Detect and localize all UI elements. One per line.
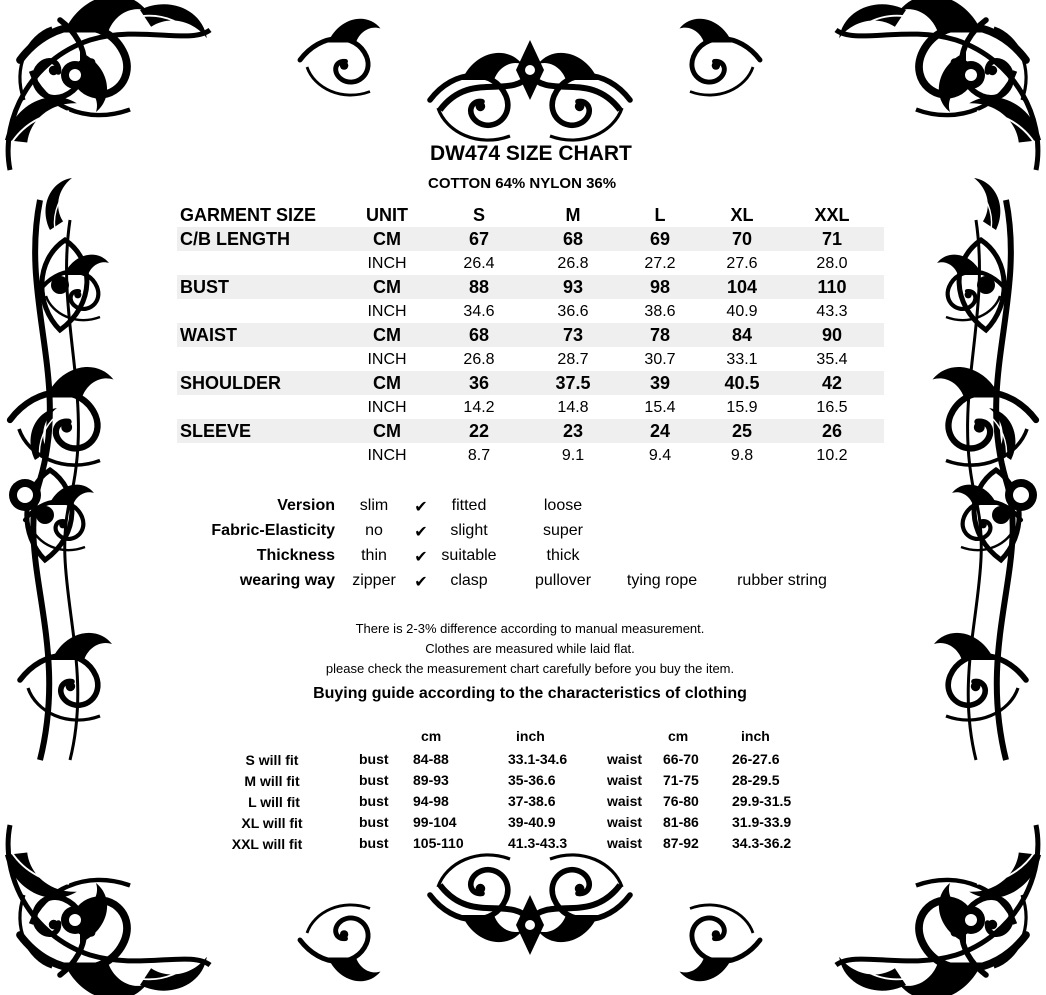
header-size-s: S: [472, 205, 486, 225]
cell-cm: 69: [649, 229, 671, 249]
unit-inch: INCH: [367, 303, 407, 320]
cell-inch: 15.4: [644, 399, 676, 416]
guide-waist-label: waist: [607, 814, 643, 830]
cell-inch: 28.7: [557, 351, 589, 368]
cell-cm: 84: [731, 325, 753, 345]
check-icon: ✔: [414, 524, 428, 541]
guide-waist-inch: 29.9-31.5: [732, 793, 792, 809]
cell-cm: 110: [817, 277, 847, 297]
guide-bust-cm: 89-93: [413, 772, 449, 788]
page-title: DW474 SIZE CHART: [430, 142, 632, 165]
unit-inch: INCH: [367, 255, 407, 272]
guide-waist-cm: 66-70: [663, 751, 699, 767]
cell-cm: 70: [731, 229, 753, 249]
char-option: clasp: [450, 572, 488, 589]
cell-inch: 27.2: [644, 255, 676, 272]
cell-cm: 23: [562, 421, 584, 441]
buying-guide-title: Buying guide according to the characteristics of clothing: [313, 685, 747, 702]
row-label-shoulder: SHOULDER: [180, 373, 282, 393]
header-unit: UNIT: [366, 205, 408, 225]
guide-waist-cm: 81-86: [663, 814, 699, 830]
guide-waist-cm: 76-80: [663, 793, 699, 809]
char-option: loose: [543, 497, 583, 514]
cell-cm: 40.5: [724, 373, 760, 393]
cell-cm: 39: [649, 373, 671, 393]
char-option: suitable: [441, 547, 497, 564]
cell-cm: 98: [649, 277, 671, 297]
char-option: pullover: [534, 572, 592, 589]
char-option: slight: [450, 522, 488, 539]
guide-bust-label: bust: [359, 835, 389, 851]
cell-inch: 26.8: [463, 351, 495, 368]
guide-waist-cm: 71-75: [663, 772, 699, 788]
cell-inch: 26.8: [557, 255, 589, 272]
cell-inch: 28.0: [816, 255, 848, 272]
cell-cm: 90: [821, 325, 843, 345]
header-garment-size: GARMENT SIZE: [180, 205, 317, 225]
char-option: tying rope: [626, 572, 698, 589]
note-line: please check the measurement chart carefully before you buy the item.: [325, 661, 735, 676]
cell-inch: 38.6: [644, 303, 676, 320]
guide-waist-label: waist: [607, 751, 643, 767]
unit-cm: CM: [373, 373, 401, 393]
guide-bust-label: bust: [359, 814, 389, 830]
note-line: There is 2-3% difference according to manual measurement.: [355, 621, 705, 636]
cell-inch: 9.8: [730, 447, 754, 464]
cell-cm: 22: [468, 421, 490, 441]
guide-waist-cm: 87-92: [663, 835, 699, 851]
cell-inch: 35.4: [816, 351, 848, 368]
row-label-bust: BUST: [180, 277, 229, 297]
guide-size-label: L will fit: [248, 794, 300, 810]
cell-inch: 15.9: [726, 399, 758, 416]
char-label-thickness: Thickness: [256, 547, 335, 564]
cell-cm: 93: [562, 277, 584, 297]
char-option: no: [365, 522, 383, 539]
fabric-subtitle: COTTON 64% NYLON 36%: [428, 175, 617, 192]
header-size-l: L: [654, 205, 666, 225]
guide-unit-inch: inch: [516, 728, 545, 744]
guide-size-label: S will fit: [245, 752, 299, 768]
guide-bust-cm: 99-104: [413, 814, 457, 830]
cell-inch: 9.4: [648, 447, 672, 464]
guide-bust-label: bust: [359, 793, 389, 809]
row-label-cb-length: C/B LENGTH: [180, 229, 290, 249]
cell-inch: 16.5: [816, 399, 848, 416]
char-option: fitted: [451, 497, 487, 514]
char-label-version: Version: [277, 497, 335, 514]
cell-cm: 26: [821, 421, 843, 441]
char-option: super: [542, 522, 584, 539]
char-label-elasticity: Fabric-Elasticity: [211, 522, 335, 539]
cell-inch: 40.9: [726, 303, 758, 320]
cell-inch: 8.7: [467, 447, 491, 464]
cell-inch: 30.7: [644, 351, 676, 368]
cell-cm: 67: [468, 229, 490, 249]
guide-bust-cm: 84-88: [413, 751, 449, 767]
unit-cm: CM: [373, 229, 401, 249]
cell-inch: 27.6: [726, 255, 758, 272]
unit-cm: CM: [373, 421, 401, 441]
cell-inch: 14.2: [463, 399, 495, 416]
row-label-sleeve: SLEEVE: [180, 421, 252, 441]
cell-inch: 26.4: [463, 255, 495, 272]
char-option: zipper: [352, 572, 396, 589]
cell-cm: 37.5: [555, 373, 591, 393]
cell-inch: 34.6: [463, 303, 495, 320]
guide-bust-inch: 33.1-34.6: [508, 751, 568, 767]
unit-cm: CM: [373, 277, 401, 297]
guide-bust-inch: 41.3-43.3: [508, 835, 568, 851]
guide-bust-inch: 39-40.9: [508, 814, 556, 830]
check-icon: ✔: [414, 574, 428, 591]
unit-inch: INCH: [367, 351, 407, 368]
guide-bust-label: bust: [359, 751, 389, 767]
guide-bust-cm: 94-98: [413, 793, 449, 809]
header-size-xl: XL: [730, 205, 754, 225]
header-size-m: M: [565, 205, 581, 225]
cell-inch: 36.6: [557, 303, 589, 320]
cell-cm: 36: [468, 373, 490, 393]
unit-inch: INCH: [367, 399, 407, 416]
char-label-wearing-way: wearing way: [239, 572, 335, 589]
cell-cm: 88: [468, 277, 490, 297]
guide-unit-cm: cm: [421, 728, 442, 744]
cell-cm: 71: [821, 229, 843, 249]
guide-waist-label: waist: [607, 772, 643, 788]
guide-bust-label: bust: [359, 772, 389, 788]
char-option: rubber string: [737, 572, 827, 589]
cell-cm: 24: [649, 421, 671, 441]
row-label-waist: WAIST: [180, 325, 237, 345]
char-option: thick: [546, 547, 580, 564]
check-icon: ✔: [414, 499, 428, 516]
unit-inch: INCH: [367, 447, 407, 464]
guide-waist-inch: 31.9-33.9: [732, 814, 792, 830]
guide-bust-inch: 37-38.6: [508, 793, 556, 809]
guide-waist-label: waist: [607, 793, 643, 809]
note-line: Clothes are measured while laid flat.: [425, 641, 635, 656]
char-option: slim: [359, 497, 389, 514]
cm-row-shade: [177, 275, 884, 299]
cell-cm: 25: [731, 421, 753, 441]
unit-cm: CM: [373, 325, 401, 345]
check-icon: ✔: [414, 549, 428, 566]
cell-inch: 9.1: [561, 447, 585, 464]
cell-cm: 104: [726, 277, 758, 297]
guide-bust-cm: 105-110: [413, 835, 464, 851]
guide-unit-cm: cm: [668, 728, 689, 744]
cell-inch: 14.8: [557, 399, 589, 416]
cell-cm: 42: [821, 373, 843, 393]
guide-size-label: XL will fit: [241, 815, 303, 831]
cell-cm: 68: [562, 229, 584, 249]
guide-size-label: M will fit: [244, 773, 300, 789]
cm-row-shade: [177, 419, 884, 443]
guide-bust-inch: 35-36.6: [508, 772, 556, 788]
guide-waist-label: waist: [607, 835, 643, 851]
cm-row-shade: [177, 371, 884, 395]
cell-inch: 43.3: [816, 303, 848, 320]
header-size-xxl: XXL: [814, 205, 850, 225]
guide-unit-inch: inch: [741, 728, 770, 744]
cell-cm: 68: [468, 325, 490, 345]
cell-cm: 78: [649, 325, 671, 345]
guide-waist-inch: 28-29.5: [732, 772, 780, 788]
guide-waist-inch: 34.3-36.2: [732, 835, 792, 851]
cell-inch: 10.2: [816, 447, 848, 464]
guide-size-label: XXL will fit: [231, 836, 303, 852]
char-option: thin: [361, 547, 387, 564]
guide-waist-inch: 26-27.6: [732, 751, 780, 767]
cm-row-shade: [177, 323, 884, 347]
cell-cm: 73: [562, 325, 584, 345]
cell-inch: 33.1: [726, 351, 758, 368]
